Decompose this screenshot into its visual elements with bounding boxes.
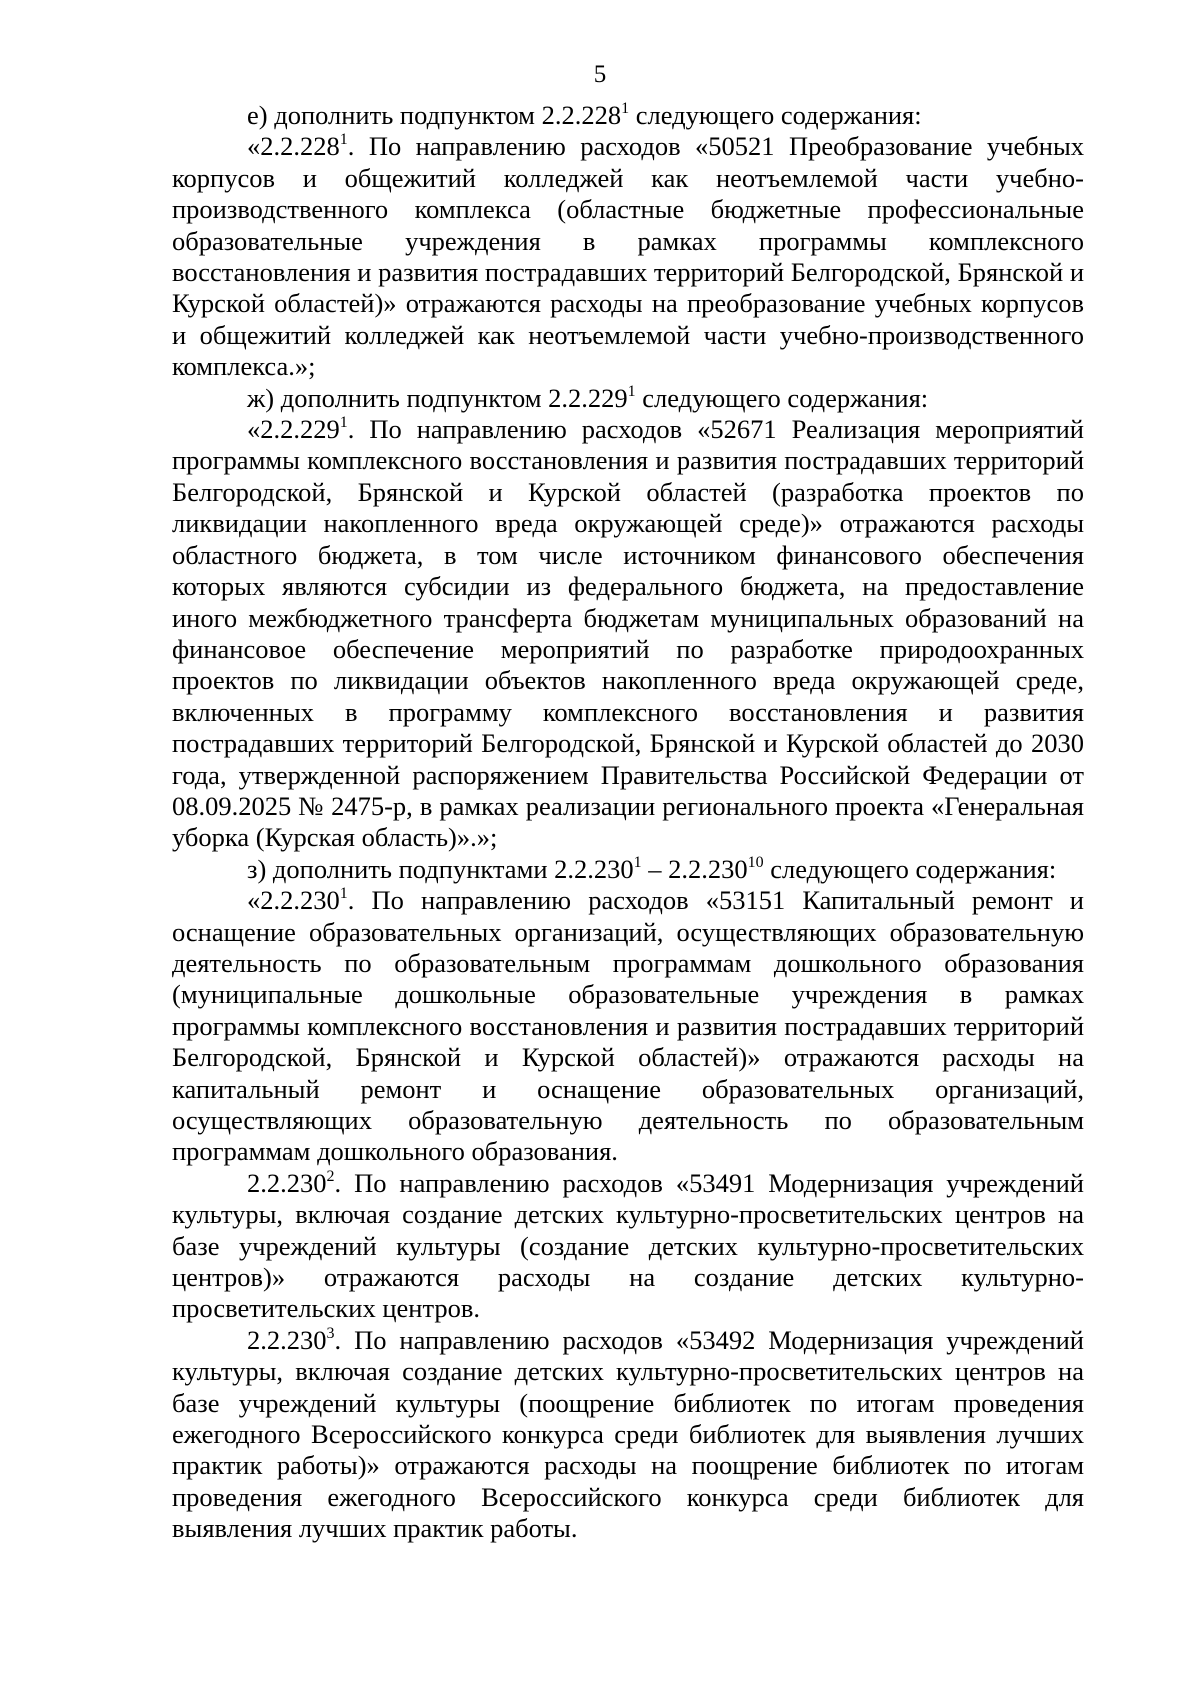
paragraph-2-2-230-3 (172, 1325, 1084, 1545)
paragraph-2-2-230-2 (172, 1168, 1084, 1325)
paragraph-text: следующего содержания: (635, 382, 929, 413)
paragraph-text: е) дополнить подпунктом 2.2.228 (247, 100, 622, 130)
paragraph-text: 2.2.230 (247, 1324, 327, 1355)
superscript: 1 (339, 414, 348, 432)
paragraph-text: следующего содержания: (763, 853, 1057, 884)
page-number: 5 (593, 61, 607, 88)
superscript: 1 (339, 885, 348, 903)
paragraph-2-2-229-1 (172, 414, 1084, 854)
paragraph-text: . По направлению расходов «52671 Реализация мероприятий программы комплексного восстановления и развития пострадавших территорий Белгородской, Брянской и Курской областей (разработка проектов по ликвидации накопленного вреда окружающей среде)» отражаются расходы областного бюджета, в том числе источником финансового обеспечения которых являются субсидии из федерального бюджета, на предоставление иного межбюджетного трансферта бюджетам муниципальных образований на финансовое обеспечение мероприятий по разработке природоохранных проектов по ликвидации объектов накопленного вреда окружающей среде, включенных в программу комплексного восстановления и развития пострадавших территорий Белгородской, Брянской и Курской областей до 2030 года, утвержденной распоряжением Правительства Российской Федерации от 08.09.2025 № 2475-р, в рамках реализации регионального проекта «Генеральная уборка (Курская область)».»; (172, 414, 1084, 853)
paragraph-text: «2.2.228 (247, 131, 340, 162)
paragraph-z (172, 854, 1084, 885)
paragraph-2-2-230-1 (172, 885, 1084, 1168)
superscript: 1 (627, 382, 636, 400)
paragraph-2-2-228-1 (172, 131, 1084, 382)
paragraph-text: з) дополнить подпунктами 2.2.230 (247, 853, 634, 884)
paragraph-text: . По направлению расходов «50521 Преобразование учебных корпусов и общежитий колледжей как неотъемлемой части учебно-производственного комплекса (областные бюджетные профессиональные образовательные учреждения в рамках программы комплексного восстановления и развития пострадавших территорий Белгородской, Брянской и Курской областей)» отражаются расходы на преобразование учебных корпусов и общежитий колледжей как неотъемлемой части учебно-производственного комплекса.»; (172, 131, 1084, 382)
document-body (172, 100, 1084, 1545)
paragraph-text: 2.2.230 (247, 1167, 327, 1198)
paragraph-text: . По направлению расходов «53151 Капитальный ремонт и оснащение образовательных организаций, осуществляющих образовательную деятельность по образовательным программам дошкольного образования (муниципальные дошкольные образовательные учреждения в рамках программы комплексного восстановления и развития пострадавших территорий Белгородской, Брянской и Курской областей)» отражаются расходы на капитальный ремонт и оснащение образовательных организаций, осуществляющих образовательную деятельность по образовательным программам дошкольного образования. (172, 885, 1084, 1167)
superscript: 1 (633, 853, 642, 871)
superscript: 3 (326, 1324, 335, 1342)
paragraph-text: «2.2.230 (247, 885, 340, 916)
paragraph-text: «2.2.229 (247, 414, 340, 445)
superscript: 1 (621, 100, 630, 117)
superscript: 10 (747, 853, 764, 871)
paragraph-zh (172, 383, 1084, 414)
paragraph-text: ж) дополнить подпунктом 2.2.229 (247, 382, 628, 413)
paragraph-e (172, 100, 1084, 131)
paragraph-text: . По направлению расходов «53492 Модернизация учреждений культуры, включая создание детских культурно-просветительских центров на базе учреждений культуры (поощрение библиотек по итогам проведения ежегодного Всероссийского конкурса среди библиотек для выявления лучших практик работы)» отражаются расходы на поощрение библиотек по итогам проведения ежегодного Всероссийского конкурса среди библиотек для выявления лучших практик работы. (172, 1324, 1084, 1544)
paragraph-text: . По направлению расходов «53491 Модернизация учреждений культуры, включая создание детских культурно-просветительских центров на базе учреждений культуры (создание детских культурно-просветительских центров)» отражаются расходы на создание детских культурно-просветительских центров. (172, 1167, 1084, 1324)
superscript: 2 (326, 1167, 335, 1185)
paragraph-text: – 2.2.230 (641, 853, 748, 884)
superscript: 1 (339, 131, 348, 149)
paragraph-text: следующего содержания: (629, 100, 922, 130)
